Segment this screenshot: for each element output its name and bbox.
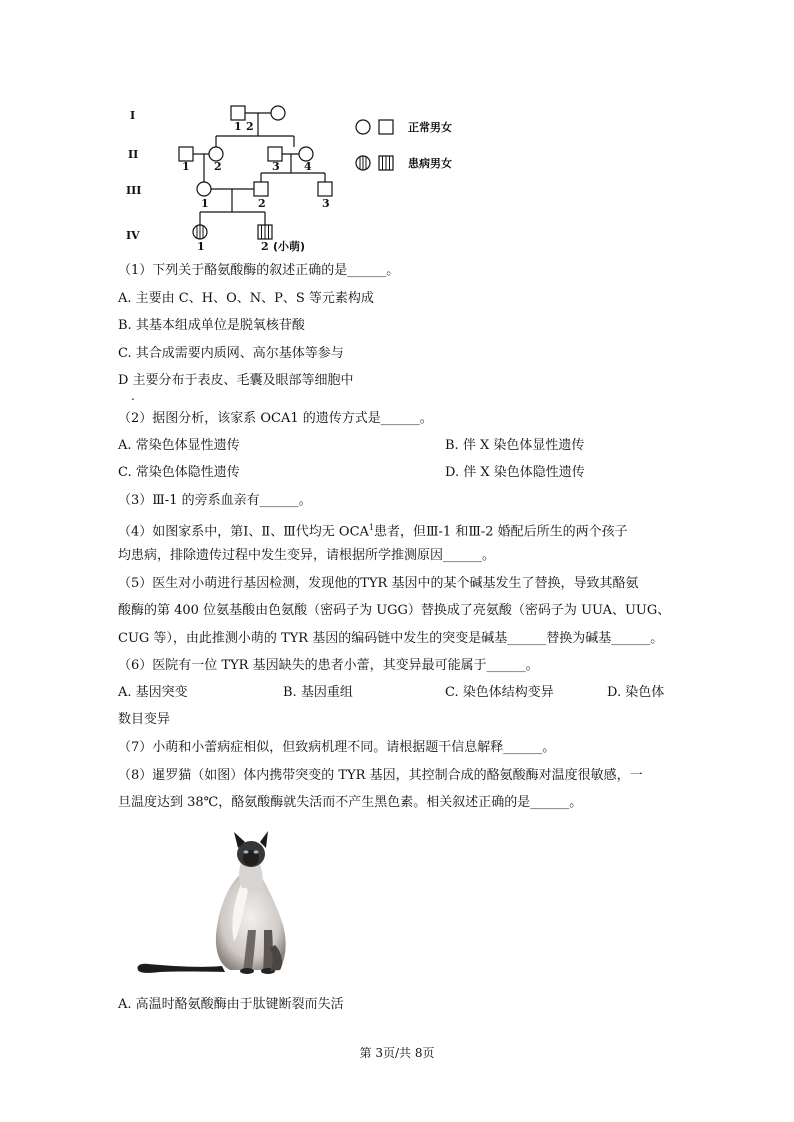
q4-line2: 均患病，排除遗传过程中发生变异，请根据所学推测原因______。 — [118, 548, 496, 563]
gen2-label-1: 1 — [182, 160, 190, 173]
q2-option-b: B. 伴 X 染色体显性遗传 — [445, 438, 585, 453]
q6-option-a: A. 基因突变 — [118, 685, 188, 700]
gen3-label-2: 2 — [258, 197, 266, 210]
legend-normal-female-icon — [356, 120, 370, 134]
gen2-female-4 — [299, 147, 313, 161]
q4-line1-pre: （4）如图家系中，第Ⅰ、Ⅱ、Ⅲ代均无 OCA — [118, 524, 369, 540]
q4-line1 — [118, 520, 628, 540]
q8-line2: 旦温度达到 38℃，酪氨酸酶就失活而不产生黑色素。相关叙述正确的是______。 — [118, 795, 583, 810]
gen1-female-2 — [271, 106, 285, 120]
legend-affected-label: 患病男女 — [408, 157, 452, 170]
q1-option-b: B. 其基本组成单位是脱氧核苷酸 — [118, 318, 305, 333]
q3-stem: （3）Ⅲ-1 的旁系血亲有______。 — [118, 493, 312, 508]
q1-option-c: C. 其合成需要内质网、高尔基体等参与 — [118, 346, 344, 361]
q6-option-d-continued: 数目变异 — [118, 712, 171, 727]
q5-line1: （5）医生对小萌进行基因检测，发现他的TYR 基因中的某个碱基发生了替换，导致其酪氨 — [118, 576, 639, 591]
q6-stem: （6）医院有一位 TYR 基因缺失的患者小蕾，其变异最可能属于______。 — [118, 658, 539, 673]
generation-label-iv: IV — [126, 229, 140, 242]
gen2-male-1 — [179, 147, 193, 161]
gen3-label-3: 3 — [322, 197, 330, 210]
gen2-label-4: 4 — [304, 160, 312, 173]
gen1-label-1: 1 — [234, 120, 242, 133]
siamese-cat-image — [130, 830, 300, 980]
gen1-label-2: 2 — [246, 120, 254, 133]
q2-option-d: D. 伴 X 染色体隐性遗传 — [445, 465, 585, 480]
q6-option-b: B. 基因重组 — [283, 685, 353, 700]
generation-label-i: I — [130, 109, 136, 122]
legend-affected-female-icon — [356, 156, 370, 170]
q7-stem: （7）小萌和小蕾病症相似，但致病机理不同。请根据题干信息解释______。 — [118, 740, 556, 755]
gen2-label-3: 3 — [272, 160, 280, 173]
gen4-label-2: 2 — [261, 240, 269, 253]
generation-label-iii: III — [126, 184, 142, 197]
gen4-label-1: 1 — [197, 240, 205, 253]
q8-option-a: A. 高温时酪氨酸酶由于肽键断裂而失活 — [118, 997, 344, 1012]
q2-option-a: A. 常染色体显性遗传 — [118, 438, 240, 453]
q1-option-d: D 主要分布于表皮、毛囊及眼部等细胞中 — [118, 373, 354, 388]
generation-label-ii: II — [128, 148, 139, 161]
legend-affected-male-icon — [379, 156, 393, 170]
legend-normal-male-icon — [379, 120, 393, 134]
gen3-male-2 — [254, 182, 268, 196]
q2-stem: （2）据图分析，该家系 OCA1 的遗传方式是______。 — [118, 411, 433, 426]
gen2-male-3 — [268, 147, 282, 161]
q1-dot: . — [131, 389, 135, 403]
gen1-male-1 — [231, 106, 245, 120]
gen3-label-1: 1 — [201, 197, 209, 210]
gen4-male-2-affected — [258, 225, 272, 239]
q8-line1: （8）暹罗猫（如图）体内携带突变的 TYR 基因，其控制合成的酪氨酸酶对温度很敏感，一 — [118, 768, 643, 783]
q5-line2: 酸酶的第 400 位氨基酸由色氨酸（密码子为 UGG）替换成了亮氨酸（密码子为 UUA、UUG、 — [118, 603, 671, 618]
q6-option-d: D. 染色体 — [607, 685, 665, 700]
legend-normal-label: 正常男女 — [408, 121, 452, 134]
q1-option-a: A. 主要由 C、H、O、N、P、S 等元素构成 — [118, 291, 374, 306]
pedigree-chart — [118, 96, 478, 256]
q2-option-c: C. 常染色体隐性遗传 — [118, 465, 240, 480]
xiaomeng-label: (小萌) — [273, 240, 306, 253]
gen4-female-1-affected — [193, 225, 207, 239]
gen2-label-2: 2 — [214, 160, 222, 173]
gen3-male-3 — [318, 182, 332, 196]
q1-stem: （1）下列关于酪氨酸酶的叙述正确的是______。 — [118, 263, 400, 278]
gen2-female-2 — [209, 147, 223, 161]
gen3-female-1 — [197, 182, 211, 196]
page-footer: 第 3页/共 8页 — [359, 1046, 435, 1060]
q4-superscript: 1 — [368, 523, 374, 532]
q6-option-c: C. 染色体结构变异 — [445, 685, 554, 700]
q5-line3: CUG 等），由此推测小萌的 TYR 基因的编码链中发生的突变是碱基______替换为碱基______。 — [118, 631, 664, 646]
q4-line1-post: 患者，但Ⅲ-1 和Ⅲ-2 婚配后所生的两个孩子 — [374, 524, 628, 540]
